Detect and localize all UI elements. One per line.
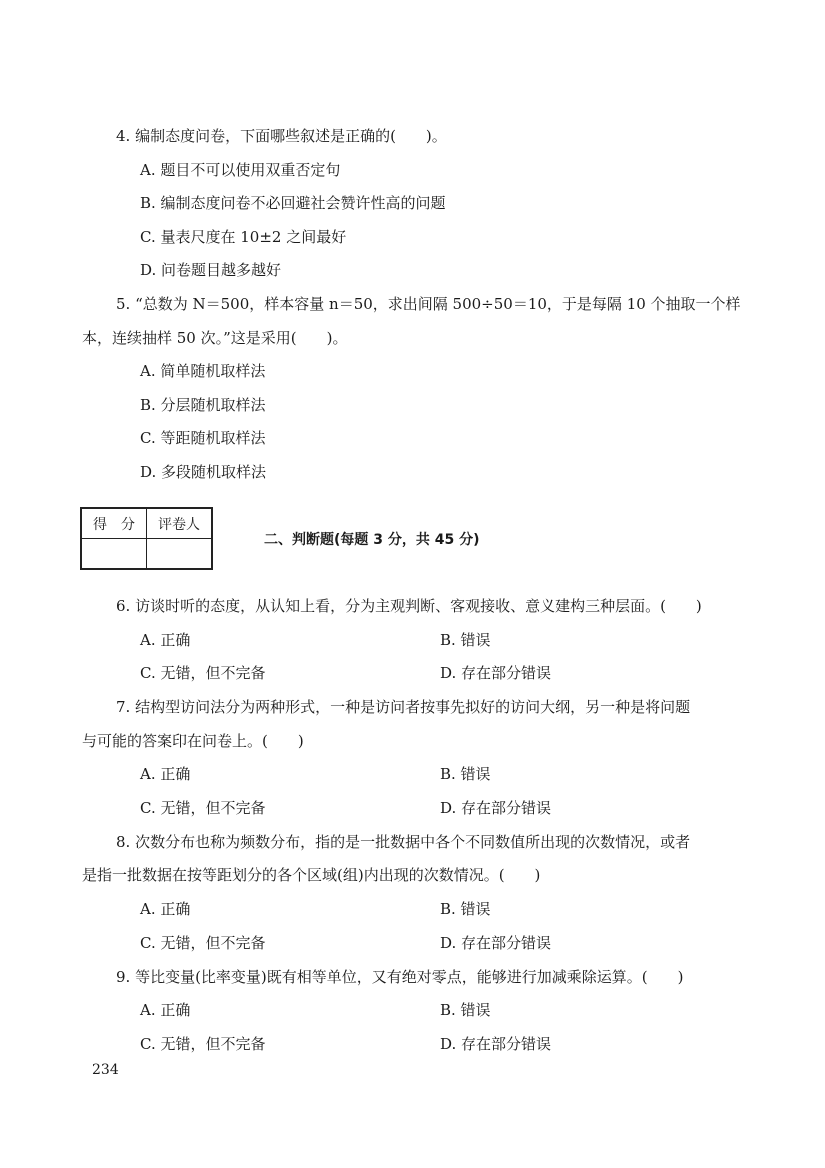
question-7-option-a: A. 正确 bbox=[140, 765, 191, 783]
grader-cell[interactable] bbox=[147, 539, 213, 570]
question-6-option-b: B. 错误 bbox=[440, 631, 491, 649]
score-box bbox=[80, 507, 213, 570]
question-9-option-b: B. 错误 bbox=[440, 1001, 491, 1019]
question-4-option-d: D. 问卷题目越多越好 bbox=[140, 261, 282, 279]
question-8-stem-line1: 8. 次数分布也称为频数分布，指的是一批数据中各个不同数值所出现的次数情况，或者 bbox=[116, 833, 691, 851]
score-label: 得 分 bbox=[81, 508, 147, 539]
question-9-stem: 9. 等比变量(比率变量)既有相等单位，又有绝对零点，能够进行加减乘除运算。( ) bbox=[116, 968, 684, 986]
question-4-option-a: A. 题目不可以使用双重否定句 bbox=[140, 161, 341, 179]
question-7-option-c: C. 无错，但不完备 bbox=[140, 799, 266, 817]
question-8-option-d: D. 存在部分错误 bbox=[440, 934, 552, 952]
question-6-stem: 6. 访谈时听的态度，从认知上看，分为主观判断、客观接收、意义建构三种层面。( ) bbox=[116, 597, 702, 615]
question-8-stem-line2: 是指一批数据在按等距划分的各个区域(组)内出现的次数情况。( ) bbox=[82, 866, 541, 884]
question-6-option-d: D. 存在部分错误 bbox=[440, 664, 552, 682]
question-9-option-a: A. 正确 bbox=[140, 1001, 191, 1019]
question-6-option-c: C. 无错，但不完备 bbox=[140, 664, 266, 682]
page-number: 234 bbox=[92, 1062, 119, 1078]
question-4-option-c: C. 量表尺度在 10±2 之间最好 bbox=[140, 228, 347, 246]
question-7-option-b: B. 错误 bbox=[440, 765, 491, 783]
question-8-option-a: A. 正确 bbox=[140, 900, 191, 918]
question-8-option-b: B. 错误 bbox=[440, 900, 491, 918]
question-5-option-c: C. 等距随机取样法 bbox=[140, 429, 266, 447]
question-8-option-c: C. 无错，但不完备 bbox=[140, 934, 266, 952]
score-cell[interactable] bbox=[81, 539, 147, 570]
grader-label: 评卷人 bbox=[147, 508, 213, 539]
question-7-option-d: D. 存在部分错误 bbox=[440, 799, 552, 817]
section-2-title: 二、判断题(每题 3 分，共 45 分) bbox=[264, 532, 480, 548]
question-4-stem: 4. 编制态度问卷，下面哪些叙述是正确的( )。 bbox=[116, 127, 447, 145]
question-5-stem-line2: 本，连续抽样 50 次。”这是采用( )。 bbox=[82, 329, 348, 347]
question-5-stem-line1: 5. “总数为 N＝500，样本容量 n＝50，求出间隔 500÷50＝10，于是每隔 10 个抽取一个样 bbox=[116, 295, 741, 313]
question-7-stem-line2: 与可能的答案印在问卷上。( ) bbox=[82, 732, 304, 750]
question-5-option-d: D. 多段随机取样法 bbox=[140, 463, 267, 481]
question-5-option-b: B. 分层随机取样法 bbox=[140, 396, 266, 414]
question-7-stem-line1: 7. 结构型访问法分为两种形式，一种是访问者按事先拟好的访问大纲，另一种是将问题 bbox=[116, 698, 691, 716]
question-4-option-b: B. 编制态度问卷不必回避社会赞许性高的问题 bbox=[140, 194, 446, 212]
question-9-option-c: C. 无错，但不完备 bbox=[140, 1035, 266, 1053]
question-9-option-d: D. 存在部分错误 bbox=[440, 1035, 552, 1053]
question-5-option-a: A. 简单随机取样法 bbox=[140, 362, 266, 380]
question-6-option-a: A. 正确 bbox=[140, 631, 191, 649]
